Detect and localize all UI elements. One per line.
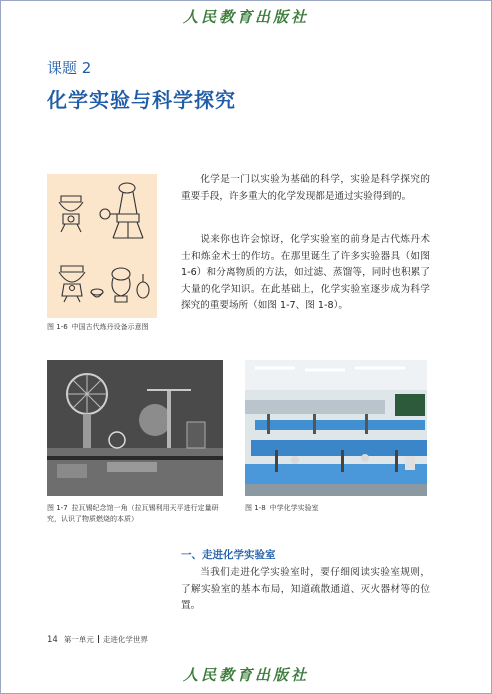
figure-1-8-caption [245,503,425,514]
figure-1-7-caption-text: 拉瓦锡纪念馆一角（拉瓦锡利用天平进行定量研究，认识了物质燃烧的本质） [47,504,219,523]
lesson-title: 化学实验与科学探究 [47,88,236,112]
footer-divider [98,635,99,643]
figure-1-6-number: 图 1-6 [47,323,68,331]
figure-1-8-caption-text: 中学化学实验室 [269,504,319,512]
paragraph-1: 化学是一门以实验为基础的科学，实验是科学探究的重要手段，许多重大的化学发现都是通过实验得到的。 [181,174,430,202]
paragraph-2: 说来你也许会惊讶，化学实验室的前身是古代炼丹术士和炼金术士的作坊。在那里诞生了许多实验器具（如图 1-6）和分离物质的方法，如过滤、蒸馏等，同时也积累了大量的化学知识。在此基础上，化学实验室逐步成为科学探究的重要场所（如图 1-7、图 1-8）。 [181,234,430,311]
footer-unit: 第一单元 [63,635,94,644]
figure-1-7-number: 图 1-7 [47,504,68,512]
lesson-number: 课题 2 [47,59,92,77]
publisher-logo-top: 人民教育出版社 [182,8,309,26]
figure-1-7-caption [47,503,225,525]
figure-1-6-caption-text: 中国古代炼丹设备示意图 [71,323,149,331]
section-heading: 一、走进化学实验室 [181,549,276,561]
figure-1-8-image [245,360,427,496]
footer-unit-title: 走进化学世界 [102,635,148,644]
figure-1-6-caption [47,322,157,333]
page-number: 14 [47,635,58,645]
section-paragraph: 当我们走进化学实验室时，要仔细阅读实验室规则，了解实验室的基本布局，知道疏散通道、灭火器材等的位置。 [181,567,430,611]
page-footer [47,634,148,645]
figure-1-8-number: 图 1-8 [245,504,266,512]
publisher-logo-bottom: 人民教育出版社 [182,666,309,684]
figure-1-7-image [47,360,223,496]
figure-1-6-image [47,174,157,318]
